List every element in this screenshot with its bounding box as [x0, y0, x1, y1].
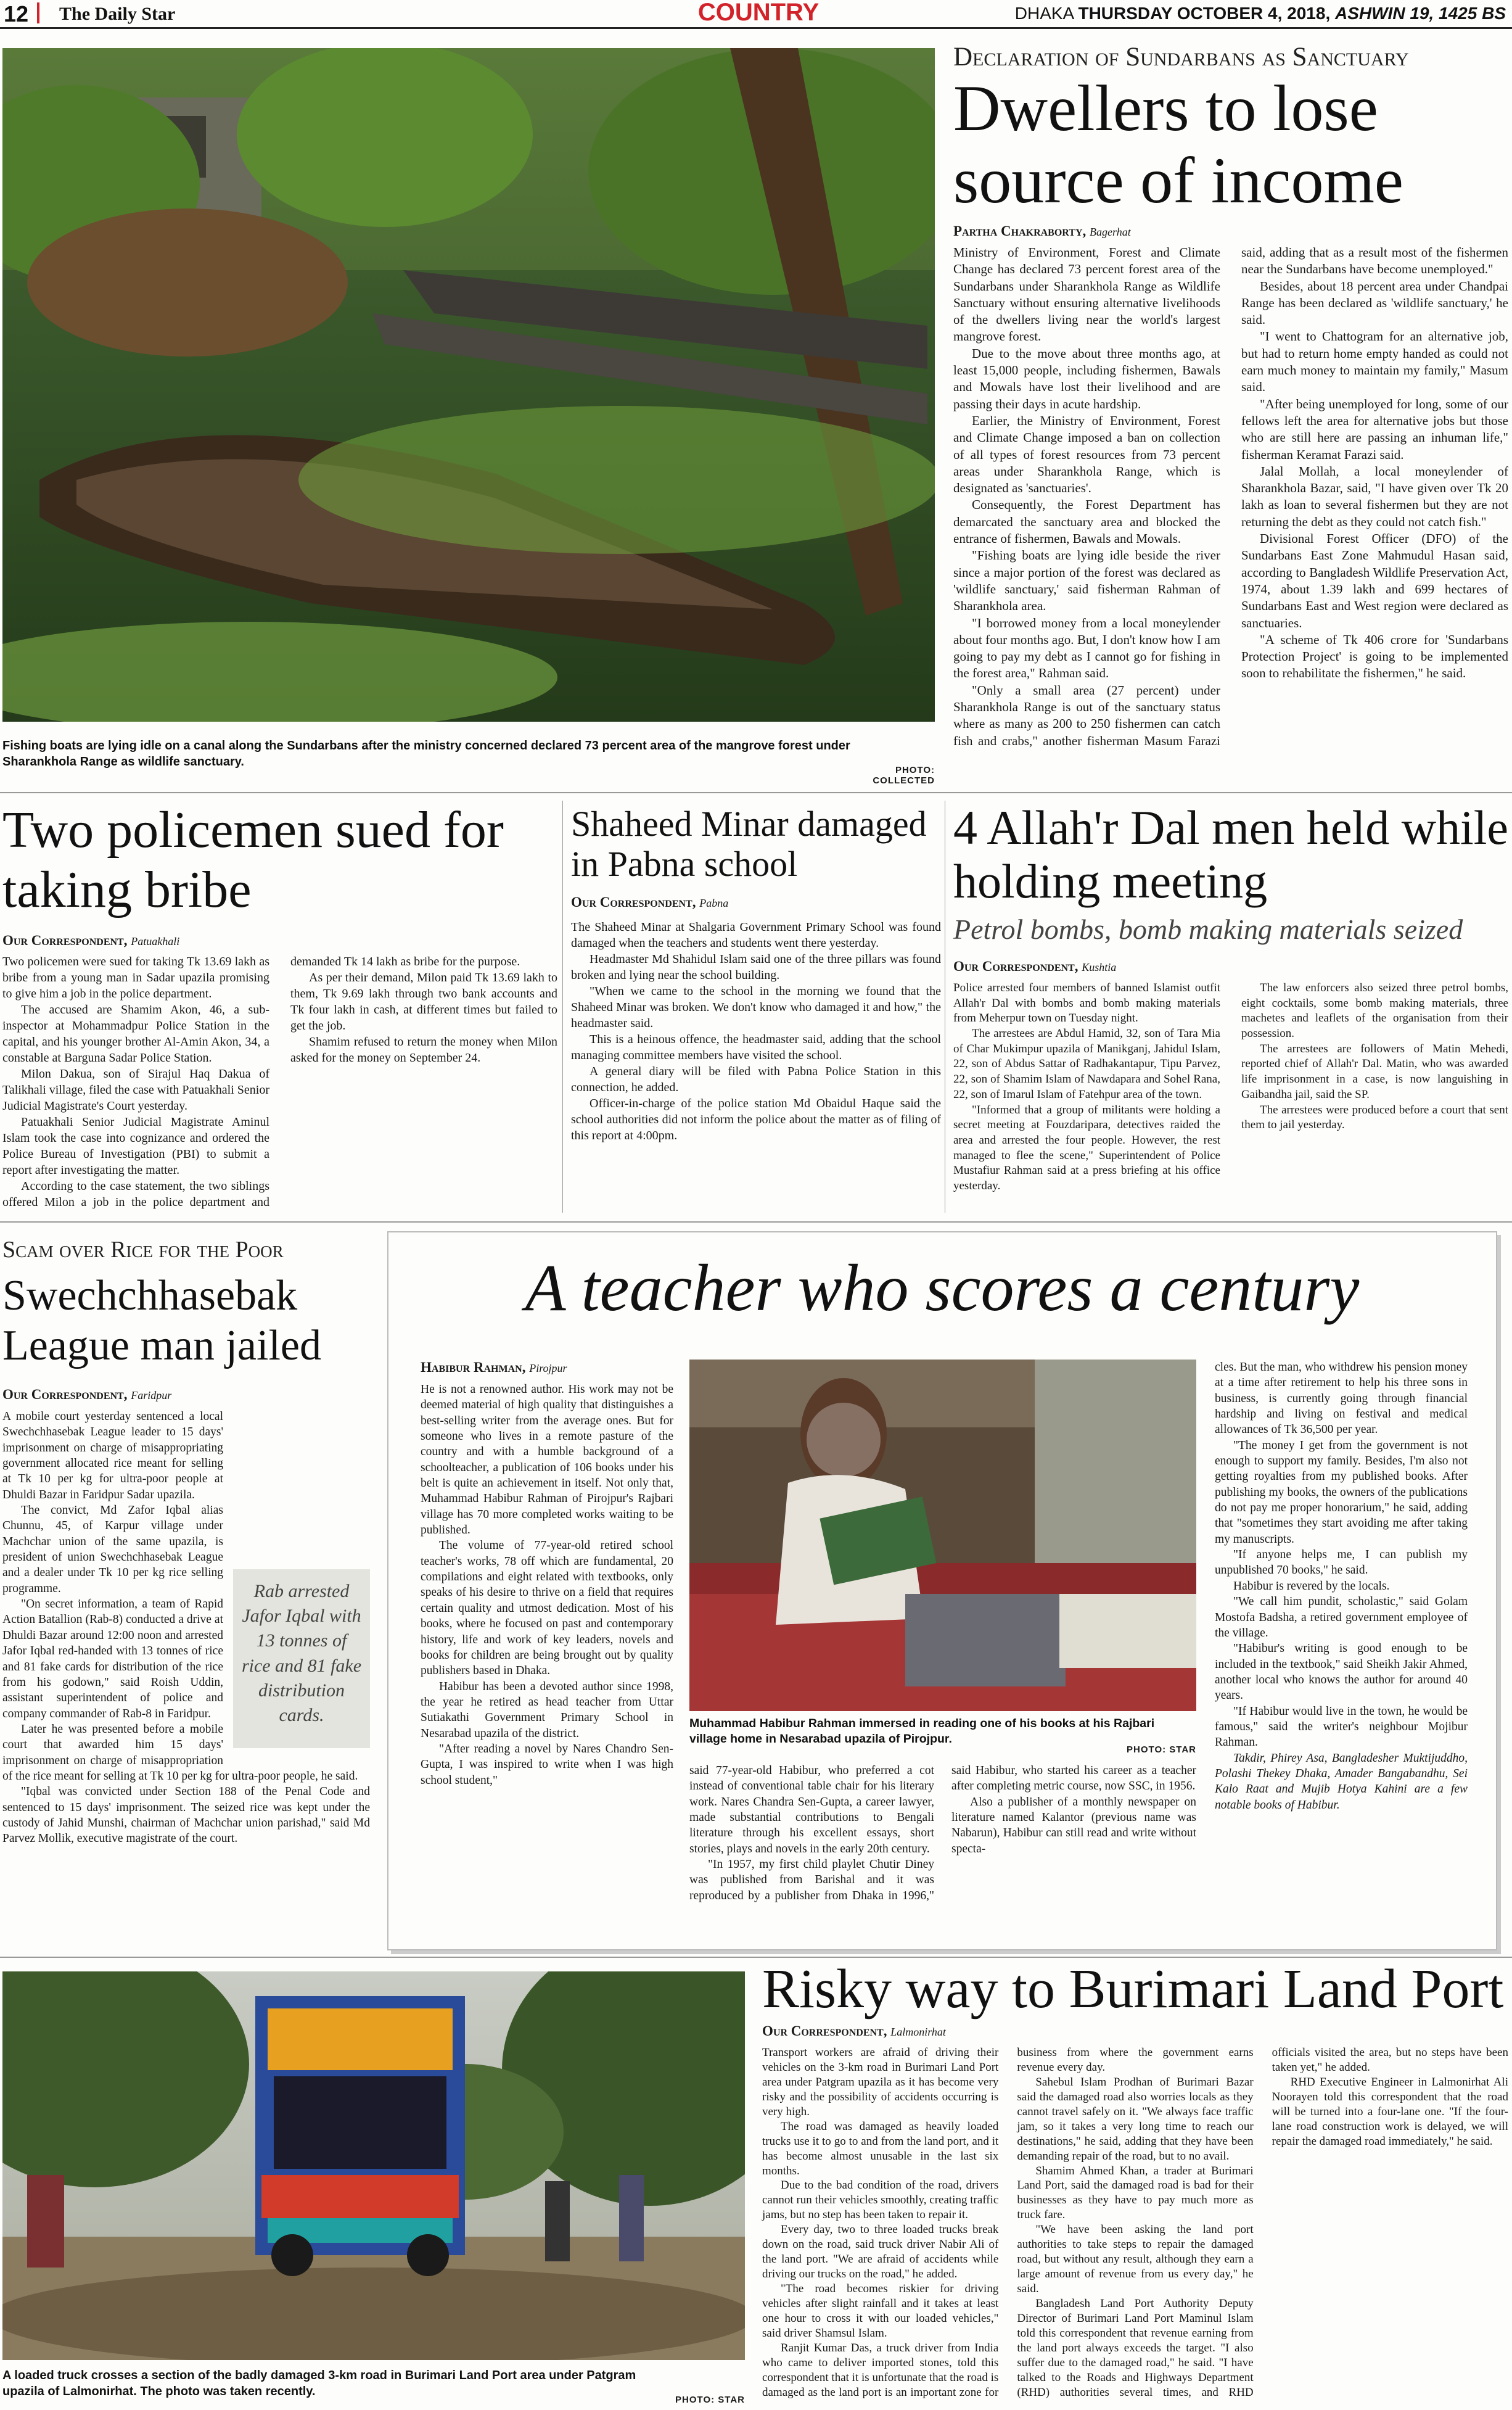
paragraph: Due to the bad condition of the road, drivers cannot run their vehicles smoothly, creating traffic jams, but no step has been taken to repair it. [762, 2179, 999, 2222]
paragraph: "I went to Chattogram for an alternative job, but had to return home empty handed as could not earn much money to maintain my family," Masum said. [1241, 329, 1508, 395]
sundarbans-byline [953, 223, 1508, 239]
byline-name: Our Correspondent, [2, 933, 128, 948]
teacher-photo [689, 1360, 1196, 1711]
paragraph: Police arrested four members of banned Islamist outfit Allah'r Dal with bombs and bomb making materials from Meherpur town on Tuesday night. [953, 981, 1220, 1025]
allahr-dal-article [953, 959, 1508, 981]
paragraph: Ministry of Environment, Forest and Climate Change has declared 73 percent forest area of the Sundarbans under Sharankhola Range as Wildlife Sanctuary without ensuring alternative livelihoods of the dwellers living near the world's largest mangrove forest. [953, 245, 1220, 344]
paragraph: Milon Dakua, son of Sirajul Haq Dakua of Talikhali village, filed the case with Patuakhali Senior Judicial Magistrate's Court yesterday. [2, 1067, 269, 1113]
byline-location: Patuakhali [131, 935, 180, 947]
teacher-body-middle [689, 1763, 1196, 1925]
teacher-headline: A teacher who scores a century [525, 1252, 1360, 1325]
rice-scam-article [2, 1387, 372, 1409]
paragraph: Bangladesh Land Port Authority Deputy Director of Burimari Land Port Maminul Islam told this correspondent that revenue earning from the land port always exceeds the target. "I also suffer due to the damaged road," he said. "I have talked to the Roads and Highways Department (RHD) authorities several times, and RHD officials visited the area, but no steps have been taken yet," he added. [1017, 2046, 1508, 2399]
sundarbans-body [953, 244, 1508, 781]
burimari-body [762, 2045, 1508, 2409]
paragraph: Transport workers are afraid of driving their vehicles on the 3-km road in Burimari Land Port area under Patgram upazila as it has become very risky and the possibility of accidents occurring is very high. [762, 2046, 999, 2118]
policemen-article [2, 933, 557, 955]
policemen-headline: Two policemen sued for taking bribe [2, 801, 504, 918]
teacher-byline [421, 1360, 680, 1376]
paragraph: The arrestees were produced before a court that sent them to jail yesterday. [1241, 1103, 1508, 1132]
pull-quote-text: Rab arrested Jafor Iqbal with 13 tonnes of rice and 81 fake distribution cards. [241, 1581, 362, 1725]
paragraph: Sahebul Islam Prodhan of Burimari Bazar said the damaged road also worries locals as they cannot travel safely on it. "We always face traffic jam, so it takes a very long time to reach our destinations," he said, adding that they have been demanding repair of the road, but to no avail. [1017, 2075, 1254, 2163]
paragraph: "After being unemployed for long, some of our fellows left the area for alternative jobs but those who are still here are passing an inhuman life," fisherman Keramat Farazi said. [1241, 396, 1508, 462]
paragraph: Later he was presented before a mobile court that awarded him 15 days' imprisonment on charge of misappropriation of the rice meant for selling at Tk 10 per kg for ultra-poor people, he said. [2, 1722, 358, 1783]
byline-location: Pirojpur [529, 1362, 567, 1374]
paragraph: The road was damaged as heavily loaded trucks use it to go to and from the land port, and it has become almost unusable in the last six months. [762, 2119, 999, 2177]
paragraph: Habibur is revered by the locals. [1233, 1579, 1390, 1593]
byline-location: Pabna [699, 897, 729, 909]
shaheed-minar-headline: Shaheed Minar damaged in Pabna school [571, 804, 927, 884]
paragraph: "We call him pundit, scholastic," said Golam Mostofa Badsha, a retired government employee of the village. [1215, 1595, 1468, 1640]
rice-scam-pull-quote [233, 1569, 370, 1748]
paragraph: This is a heinous offence, the headmaster said, adding that the school managing committee members have visited the school. [571, 1033, 941, 1062]
paragraph: Headmaster Md Shahidul Islam said one of the three pillars was found broken and lying near the school building. [571, 952, 941, 982]
paragraph: He is not a renowned author. His work may not be deemed material of high quality that distinguishes a best-selling writer from the average ones. But for someone who lives in a remote pasture of the country and with a humble background of a schoolteacher, a publication of 106 books under his belt is quite an achievement in itself. Not only that, Muhammad Habibur Rahman of Pirojpur's Rajbari village has 70 more completed works waiting to be published. [421, 1383, 673, 1537]
dateline-city: DHAKA [1014, 4, 1074, 23]
paragraph: Habibur has been a devoted author since 1998, the year he retired as head teacher from Uttar Sutiakathi Government Primary School in Nesarabad upazila of the district. [421, 1680, 673, 1740]
teacher-body-left [421, 1382, 673, 1925]
paragraph: Patuakhali Senior Judicial Magistrate Aminul Islam took the case into cognizance and ordered the Police Bureau of Investigation (PBI) to submit a report after investigating the matter. [2, 1115, 269, 1177]
dateline-date: THURSDAY OCTOBER 4, 2018, [1078, 4, 1331, 23]
paragraph: As per their demand, Milon paid Tk 13.69 lakh to them, Tk 9.69 lakh through two bank accounts and Tk four lakh in cash, at different times but failed to get the job. [290, 971, 557, 1033]
burimari-headline: Risky way to Burimari Land Port [762, 1958, 1504, 2020]
byline-location: Lalmonirhat [890, 2026, 946, 2038]
teacher-photo-credit: PHOTO: STAR [1127, 1744, 1196, 1755]
section-divider [0, 1221, 1512, 1223]
paragraph: Besides, about 18 percent area under Chandpai Range has been declared as 'wildlife sanctuary,' he said. [1241, 278, 1508, 328]
burimari-photo-credit: PHOTO: STAR [675, 2395, 745, 2405]
paragraph: "The money I get from the government is not enough to support my family. Besides, I'm also not getting royalties from my published books. After publishing my books, the owners of the publications do not pay me proper honorarium," he said, adding that "sometimes they start avoiding me after taking my manuscripts. [1215, 1438, 1468, 1546]
loaded-truck-on-damaged-road-image [2, 1971, 745, 2360]
paragraph: Due to the move about three months ago, at least 15,000 people, including fishermen, Bawals and Mowals have lost their livelihood and are passing their days in acute hardship. [953, 345, 1220, 411]
paragraph: "Iqbal was convicted under Section 188 of the Penal Code and sentenced to 15 days' imprisonment. The seized rice was kept under the custody of Jahid Munshi, chairman of Machchar union parishad," said Md Parvez Mollik, executive magistrate of the court. [2, 1785, 370, 1846]
sundarbans-photo [2, 48, 935, 722]
paragraph: The arrestees are followers of Matin Mehedi, reported chief of Allah'r Dal. Matin, who was awarded life imprisonment in a case, is now languishing in Gaibandha jail, said the SP. [1241, 1042, 1508, 1101]
section-name: COUNTRY [697, 0, 820, 26]
burimari-photo-caption: A loaded truck crosses a section of the badly damaged 3-km road in Burimari Land Port area under Patgram upazila of Lalmonirhat. The photo was taken recently. [2, 2369, 636, 2398]
masthead-rule [0, 27, 1512, 29]
policemen-byline [2, 933, 557, 949]
paragraph: "When we came to the school in the morning we found that the Shaheed Minar was broken. We don't know who damaged it and how," the headmaster said. [571, 984, 941, 1030]
burimari-article [762, 2023, 1508, 2045]
paragraph: According to the case statement, the two siblings offered Milon a job in the police department and demanded Tk 14 lakh as bribe for the purpose. [2, 955, 520, 1209]
boats-on-canal-image [2, 48, 935, 722]
paragraph: Officer-in-charge of the police station Md Obaidul Haque said the school authorities did not inform the police about the matter as of filing of this report at 4:00pm. [571, 1097, 941, 1142]
paragraph: RHD Executive Engineer in Lalmonirhat Ali Noorayen told this correspondent that the road will be turned into a four-lane one. "If the four-lane road construction work is delayed, we will repair the damaged road immediately," he said. [1272, 2075, 1508, 2148]
paragraph: "Habibur's writing is good enough to be included in the textbook," said Sheikh Jakir Ahmed, another local who knows the author for around 40 years. [1215, 1642, 1468, 1702]
rice-scam-kicker: Scam over Rice for the Poor [2, 1237, 284, 1263]
allahr-dal-headline: 4 Allah'r Dal men held while holding meeting [953, 801, 1509, 909]
sundarbans-photo-caption: Fishing boats are lying idle on a canal along the Sundarbans after the ministry concerned declared 73 percent area of the mangrove forest under Sharankhola Range as wildlife sanctuary. [2, 739, 850, 769]
byline-name: Our Correspondent, [953, 959, 1079, 974]
paragraph: A mobile court yesterday sentenced a local Swechchhasebak League leader to 15 days' imprisonment on charge of misappropriating government allocated rice meant for selling at Tk 10 per kg for ultra-poor people at Dhuldi Bazar in Faridpur Sadar upazila. [2, 1410, 223, 1501]
paragraph: Two policemen were sued for taking Tk 13.69 lakh as bribe from a young man in Sadar upazila promising to give him a job in the police department. [2, 955, 269, 1001]
man-reading-book-image [689, 1360, 1196, 1711]
paragraph: said 77-year-old Habibur, who preferred a cot instead of conventional table chair for his literary work. Nares Chandra Sen-Gupta, a career lawyer, made substantial contributions to Bengali literature through his excellent essays, short stories, plays and novels in the early 20th century. [689, 1764, 934, 1855]
paragraph: "If Habibur would live in the town, he would be famous," said the writer's neighbour Mojibur Rahman. [1215, 1704, 1468, 1749]
paragraph: Divisional Forest Officer (DFO) of the Sundarbans East Zone Mahmudul Hasan said, according to Bangladesh Wildlife Preservation Act, 1974, about 1.39 lakh and 699 hectares of Sundarbans East and West region were declared as sanctuaries. [1241, 531, 1508, 630]
paragraph: Consequently, the Forest Department has demarcated the sanctuary area and blocked the entrance of fishermen, Bawals and Mowals. [953, 497, 1220, 547]
burimari-photo [2, 1971, 745, 2360]
masthead [0, 0, 1512, 28]
paragraph: The accused are Shamim Akon, 46, a sub-inspector at Mohammadpur Police Station in the capital, and his younger brother Al-Amin Akon, 34, a constable at Barguna Sadar Police Station. [2, 1003, 269, 1065]
paragraph: "I borrowed money from a local moneylender about four months ago. But, I don't know how I am going to pay my debt as I cannot go for fishing in the forest area," Rahman said. [953, 615, 1220, 681]
allahr-dal-body [953, 981, 1508, 1213]
sundarbans-kicker: Declaration of Sundarbans as Sanctuary [953, 43, 1409, 72]
page-number-divider [37, 2, 39, 23]
paragraph: The Shaheed Minar at Shalgaria Government Primary School was found damaged when the teachers and students went there yesterday. [571, 920, 941, 950]
rice-scam-byline [2, 1387, 372, 1403]
rice-scam-headline: Swechchhasebak League man jailed [2, 1272, 321, 1370]
paragraph: "The road becomes riskier for driving vehicles after slight rainfall and it takes at least one hour to cross it with our loaded vehicles," said driver Shamsul Islam. [762, 2282, 999, 2340]
shaheed-minar-byline [571, 894, 941, 910]
teacher-photo-caption: Muhammad Habibur Rahman immersed in reading one of his books at his Rajbari village home in Nesarabad upazila of Pirojpur. [689, 1717, 1155, 1746]
policemen-body [2, 954, 557, 1213]
paragraph: The convict, Md Zafor Iqbal alias Chunnu, 45, of Karpur village under Machchar union of the same upazila, is president of union Swechchhasebak League and a dealer under Tk 10 per kg rice selling programme. [2, 1504, 223, 1595]
dateline-bengali-date: ASHWIN 19, 1425 BS [1335, 4, 1506, 23]
byline-name: Our Correspondent, [2, 1387, 128, 1402]
burimari-byline [762, 2023, 1508, 2039]
byline-location: Kushtia [1082, 961, 1117, 973]
sundarbans-photo-credit: PHOTO: COLLECTED [873, 765, 935, 786]
paragraph: The law enforcers also seized three petrol bombs, eight cocktails, some bomb making materials, three machetes and leaflets of the organisation from their possession. [1241, 981, 1508, 1041]
paragraph: Shamim Ahmed Khan, a trader at Burimari Land Port, said the damaged road is bad for their businesses as they have to pay much more as truck fare. [1017, 2164, 1254, 2222]
paragraph: "We have been asking the land port authorities to take steps to repair the damaged road, but without any result, although they earn a large amount of revenue from us every day," he said. [1017, 2223, 1254, 2295]
page-number: 12 [4, 1, 29, 27]
paragraph: Takdir, Phirey Asa, Bangladesher Muktijuddho, Polashi Thekey Dhaka, Amader Bangabandhu, Sei Kalo Raat and Mujib Hotya Kahini are a few notable books of Habibur. [1215, 1751, 1468, 1812]
paragraph: The volume of 77-year-old retired school teacher's works, 78 off which are fundamental, 20 compilations and eight related with textbooks, only speaks of his desire to thrive on a field that requires certain quality and utmost dedication. Most of his books, where he focused on past and contemporary history, life and work of key leaders, novels and books for children are being brought out by quality publishers based in Dhaka. [421, 1539, 673, 1678]
sundarbans-article [953, 223, 1508, 246]
allahr-dal-subheadline: Petrol bombs, bomb making materials seized [953, 914, 1463, 945]
byline-name: Partha Chakraborty, [953, 223, 1087, 239]
paragraph: "On secret information, a team of Rapid Action Batallion (Rab-8) conducted a drive at Dhuldi Bazar around 12:00 noon and arrested Jafor Iqbal red-handed with 13 tonnes of rice and 81 fake cards for distribution of the rice from his godown," said Roish Uddin, assistant superintendent of police and company commander of Rab-8 in Faridpur. [2, 1598, 223, 1720]
sundarbans-headline: Dwellers to lose source of income [953, 72, 1403, 217]
byline-location: Faridpur [131, 1389, 172, 1401]
shaheed-minar-body [571, 919, 941, 1215]
paragraph: "After reading a novel by Nares Chandro Sen-Gupta, I was inspired to write when I was high school student," [421, 1742, 673, 1787]
byline-name: Our Correspondent, [762, 2023, 887, 2039]
allahr-dal-byline [953, 959, 1508, 975]
byline-location: Bagerhat [1090, 226, 1131, 238]
byline-name: Habibur Rahman, [421, 1360, 526, 1375]
paragraph: "Fishing boats are lying idle beside the river since a major portion of the forest was declared as 'wildlife sanctuary,' said fisherman Rahman of Sharankhola area. [953, 548, 1220, 614]
paragraph: Also a publisher of a monthly newspaper on literature named Kalantor (previous name was Nabarun), Habibur can still read and write without specta- [951, 1795, 1196, 1855]
paragraph: Every day, two to three loaded trucks break down on the road, said truck driver Nabir Ali of the land port. "We are afraid of accidents while driving our trucks on the road," he added. [762, 2223, 999, 2281]
column-divider [562, 801, 563, 1213]
paragraph: Ranjit Kumar Das, a truck driver from India who came to deliver imported stones, told this correspondent that it is unfortunate that the road is damaged as the land port is an important zone for business from where the government earns revenue every day. [762, 2046, 1254, 2399]
teacher-article [421, 1360, 680, 1382]
paragraph: "If anyone helps me, I can publish my unpublished 70 books," he said. [1215, 1548, 1468, 1577]
paragraph: "A scheme of Tk 406 crore for 'Sundarbans Protection Project' is going to be implemented soon to rehabilitate the fishermen," he said. [1241, 632, 1508, 681]
dateline [1015, 4, 1506, 23]
paragraph: cles. But the man, who withdrew his pension money at a time after retirement to help his three sons in business, is currently going through financial hardship and living on festival and medical allowances of Tk 36,500 per year. [1215, 1361, 1468, 1437]
paragraph: "In 1957, my first child playlet Chutir Diney was published from Barishal and it was reproduced by a publisher from Dhaka in 1996," said Habibur, who started his career as a teacher after completing metric course, now SSC, in 1956. [689, 1764, 1196, 1902]
paper-logo: The Daily Star [59, 4, 176, 24]
paragraph: "Informed that a group of militants were holding a secret meeting at Fouzdaripara, detectives raided the area and arrested the four people. However, the rest managed to flee the scene," Superintendent of Police Mustafiur Rahman said at a press briefing at his office yesterday. [953, 1103, 1220, 1192]
paragraph: Earlier, the Ministry of Environment, Forest and Climate Change imposed a ban on collection of all types of forest resources from 73 percent areas under Sharankhola Range, which is designated as 'sanctuaries'. [953, 413, 1220, 496]
teacher-body-right [1215, 1360, 1468, 1927]
paragraph: A general diary will be filed with Pabna Police Station in this connection, he added. [571, 1065, 941, 1094]
paragraph: Shamim refused to return the money when Milon asked for the money on September 24. [290, 1035, 557, 1065]
byline-name: Our Correspondent, [571, 894, 696, 910]
section-divider [0, 792, 1512, 793]
paragraph: The arrestees are Abdul Hamid, 32, son of Tara Mia of Char Mukimpur upazila of Manikganj, Jahidul Islam, 22, son of Abdus Sattar of Radhakantapur, Tipu Parvez, 22, son of Shamim Islam of Nawdapara and Sohel Rana, 22, son of Imarul Islam of Fatehpur area of the town. [953, 1027, 1220, 1101]
paragraph: Jalal Mollah, a local moneylender of Sharankhola Bazar, said, "I have given over Tk 20 lakh as loan to several fishermen but they are not returning the debt as they could not catch fish." [1241, 463, 1508, 529]
shaheed-minar-article [571, 894, 941, 917]
paragraph: "Only a small area (27 percent) under Sharankhola Range is out of the sanctuary status where as many as 200 to 250 fishermen can catch fish and crabs," another fisherman Masum Farazi said, adding that as a result most of the fishermen near the Sundarbans have become unemployed." [953, 245, 1508, 748]
rice-scam-body [2, 1409, 370, 1946]
